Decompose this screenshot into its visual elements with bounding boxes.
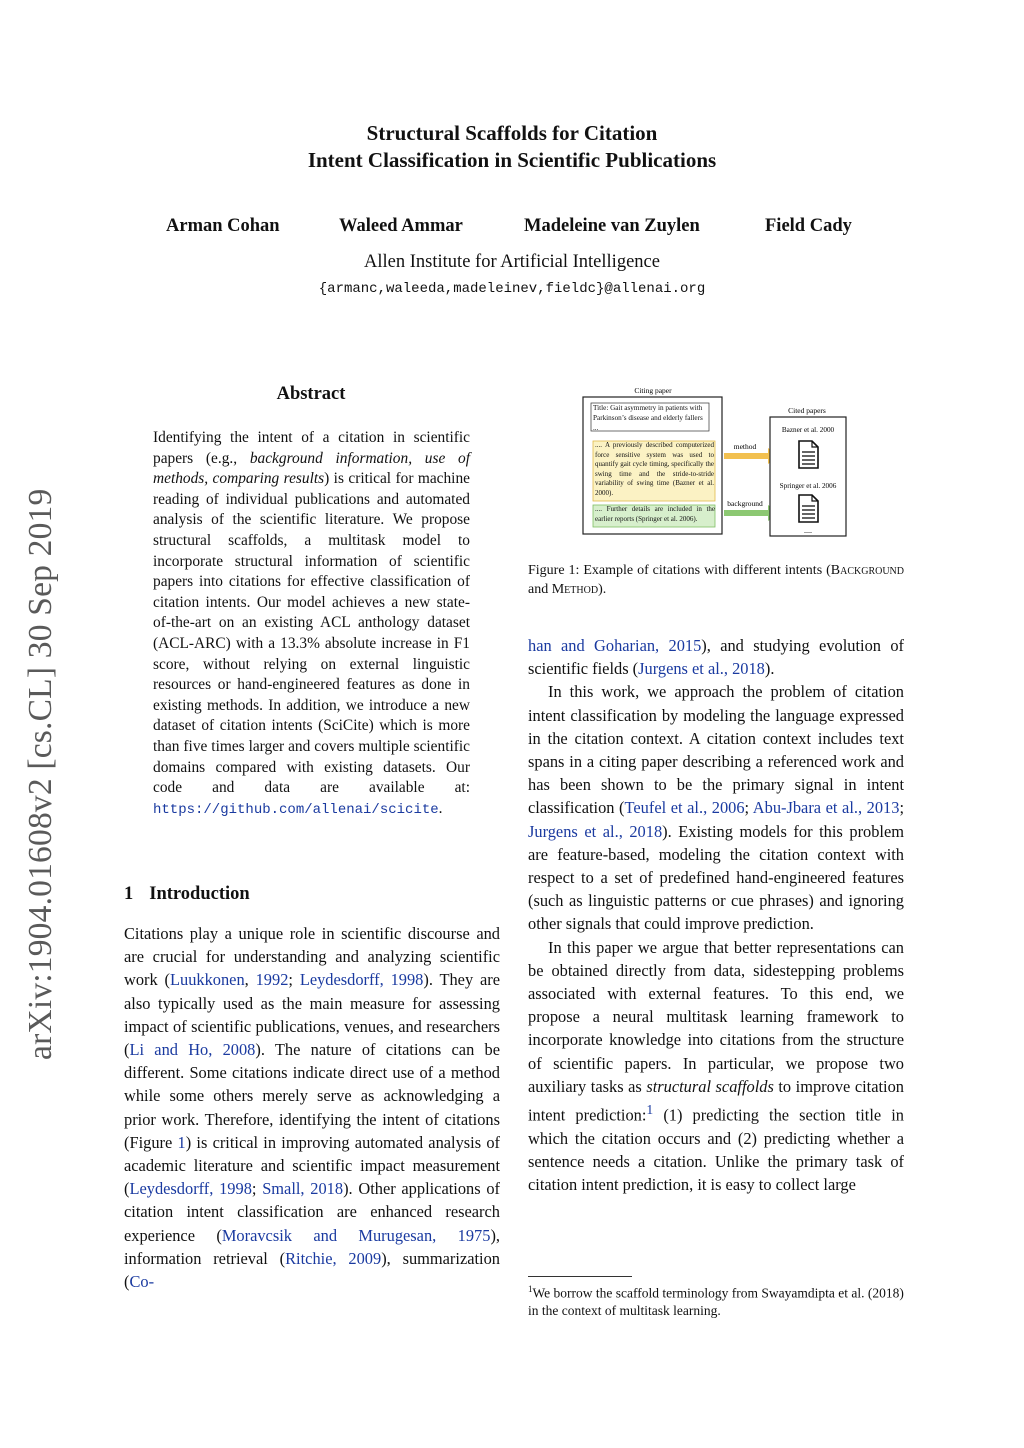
ellipsis: .... <box>595 441 602 449</box>
abstract-body <box>153 428 470 820</box>
text: ; <box>744 798 753 818</box>
text: Citations play a unique role in scientific discourse and are crucial for understanding and analyzing scientific work ( <box>124 924 500 990</box>
abstract-italic: background information, use of methods, comparing results <box>153 449 470 488</box>
citation-link[interactable]: Ritchie, 2009 <box>285 1248 382 1268</box>
footnote-mark: 1 <box>528 1284 533 1294</box>
cited-paper-1: Bazner et al. 2000 <box>781 426 835 434</box>
text: In this paper we argue that better representations can be obtained directly from data, sidestepping problems associated with external features. To this end, we propose a neural multitask learning framework to incorporate knowledge into citations from the structure of scientific papers. In particular, we propose two auxiliary tasks as <box>528 937 904 1096</box>
method-sentence: A previously described computerized force sensitive system was used to quantify gait cycle timing, specifically the swing time and the stride-to-stride variability of swing time (Bazner et al. 2000). <box>595 441 714 497</box>
background-sentence: Further details are included in the earlier reports (Springer et al. 2006). <box>595 505 715 523</box>
text: ). <box>764 659 775 679</box>
figure-ref-link[interactable]: 1 <box>177 1132 186 1152</box>
caption-text: ). <box>598 581 607 597</box>
method-label: method <box>733 442 757 451</box>
author-emails: {armanc,waleeda,madeleinev,fieldc}@allenai.org <box>318 281 706 297</box>
code-link[interactable]: https://github.com/allenai/scicite <box>153 801 439 818</box>
caption-text: and <box>528 581 552 597</box>
paper-title <box>0 120 1024 174</box>
more-cited-dots: .... <box>804 526 812 535</box>
citation-link[interactable]: Luukkonen <box>170 970 245 990</box>
citation-link[interactable]: Jurgens et al., 2018 <box>528 821 663 841</box>
text: ), summarization ( <box>124 1248 500 1292</box>
caption-background-label: Background <box>830 563 904 578</box>
author-2: Waleed Ammar <box>339 216 463 236</box>
citation-link[interactable]: Small, 2018 <box>262 1179 344 1199</box>
citing-paper-label: Citing paper <box>634 386 672 395</box>
text: ) is critical in improving automated analysis of academic literature and scientific impact measurement ( <box>124 1132 501 1199</box>
arxiv-stamp: arXiv:1904.01608v2 [cs.CL] 30 Sep 2019 <box>22 488 59 1060</box>
ellipsis: .... <box>595 505 602 513</box>
citation-link[interactable]: Abu-Jbara et al., 2013 <box>752 798 900 818</box>
method-citation-text <box>595 441 714 499</box>
citation-link[interactable]: Co- <box>129 1272 155 1292</box>
author-1: Arman Cohan <box>166 216 280 236</box>
text: to improve citation intent prediction: <box>528 1076 904 1125</box>
abstract-text-1: Identifying the intent of a citation in scientific papers (e.g., <box>153 429 470 467</box>
intro-left-column <box>124 922 500 1293</box>
title-line-1: Structural Scaffolds for Citation <box>366 121 658 145</box>
method-arrow-shaft <box>724 453 768 459</box>
text: , <box>244 970 256 990</box>
document-icon <box>799 441 818 468</box>
title-line-2: Intent Classification in Scientific Publications <box>307 148 717 172</box>
text: ). Existing models for this problem are feature-based, modeling the citation context with respect to a set of predefined hand-engineered features (such as linguistic patterns or cue phrases) and ignoring other signals that could improve prediction. <box>528 821 904 934</box>
author-list <box>0 216 1024 242</box>
text: ; <box>288 970 300 990</box>
footnote-ref[interactable]: 1 <box>646 1102 654 1118</box>
intro-right-column <box>528 634 904 1196</box>
author-3: Madeleine van Zuylen <box>524 216 700 236</box>
abstract-end: . <box>438 799 443 817</box>
italic-term: structural scaffolds <box>646 1076 774 1096</box>
background-label: background <box>727 499 763 508</box>
citation-link[interactable]: 1992 <box>255 970 289 990</box>
paper-title-text: Title: Gait asymmetry in patients with Parkinson’s disease and elderly fallers ... <box>593 404 703 432</box>
text: ), and studying evolution of scientific fields ( <box>528 636 904 679</box>
footnote <box>528 1281 904 1319</box>
citation-link[interactable]: han and Goharian, 2015 <box>528 636 702 655</box>
citation-link[interactable]: Moravcsik and Murugesan, 1975 <box>221 1225 491 1245</box>
background-citation-text <box>595 505 715 524</box>
text: ). They are also typically used as the main measure for assessing impact of scientific publications, venues, and researchers ( <box>124 970 501 1060</box>
figure-1 <box>540 384 870 544</box>
figure-1-caption <box>528 562 904 599</box>
document-icon <box>799 495 818 522</box>
section-title: Introduction <box>149 884 250 904</box>
text: ), information retrieval ( <box>124 1225 500 1268</box>
cited-paper-2: Springer et al. 2006 <box>779 482 837 490</box>
text: ; <box>899 798 904 818</box>
section-heading <box>124 884 250 905</box>
footnote-text: We borrow the scaffold terminology from Swayamdipta et al. (2018) in the context of multitask learning. <box>528 1285 904 1318</box>
citation-link[interactable]: Leydesdorff, 1998 <box>299 970 424 990</box>
caption-text: Figure 1: Example of citations with different intents ( <box>528 563 831 578</box>
citation-link[interactable]: Teufel et al., 2006 <box>624 798 745 818</box>
citation-link[interactable]: Leydesdorff, 1998 <box>129 1179 252 1199</box>
citation-link[interactable]: Jurgens et al., 2018 <box>638 659 765 679</box>
affiliation: Allen Institute for Artificial Intelligence <box>364 252 660 272</box>
background-arrow-shaft <box>724 510 768 516</box>
citation-link[interactable]: Li and Ho, 2008 <box>129 1040 256 1060</box>
section-number: 1 <box>124 884 134 904</box>
text: (1) predicting the section title in which the citation occurs and (2) predicting whether a sentence needs a citation. Unlike the primary task of citation intent prediction, it is easy to collect large <box>528 1105 904 1195</box>
footnote-rule <box>528 1276 632 1277</box>
author-4: Field Cady <box>765 216 852 236</box>
caption-method-label: Method <box>551 581 599 597</box>
abstract-text-2: ) is critical for machine reading of individual publications and automated analysis of the scientific literature. We propose structural scaffolds, a multitask model to incorporate structural information of scientific papers into citations for effective classification of citation intents. Our model achieves a new state-of-the-art on an existing ACL anthology dataset (ACL-ARC) with a 13.3% absolute increase in F1 score, without relying on external linguistic resources or hand-engineered features as done in existing methods. In addition, we introduce a new dataset of citation intents (SciCite) which is more than five times larger and covers multiple scientific domains compared with existing datasets. Our code and data are available at: <box>153 470 470 797</box>
text: In this work, we approach the problem of citation intent classification by modeling the language expressed in the citation context. A citation context includes text spans in a citing paper describing a referenced work and has been shown to be the primary signal in intent classification ( <box>528 682 904 818</box>
cited-papers-label: Cited papers <box>788 406 826 415</box>
text: ; <box>251 1179 263 1199</box>
text: ). Other applications of citation intent classification are enhanced research experience ( <box>124 1179 500 1245</box>
abstract-heading: Abstract <box>276 384 346 404</box>
text: ). The nature of citations can be different. Some citations indicate direct use of a method while some others merely serve as acknowledging a prior work. Therefore, identifying the intent of citations (Figure <box>124 1040 500 1152</box>
